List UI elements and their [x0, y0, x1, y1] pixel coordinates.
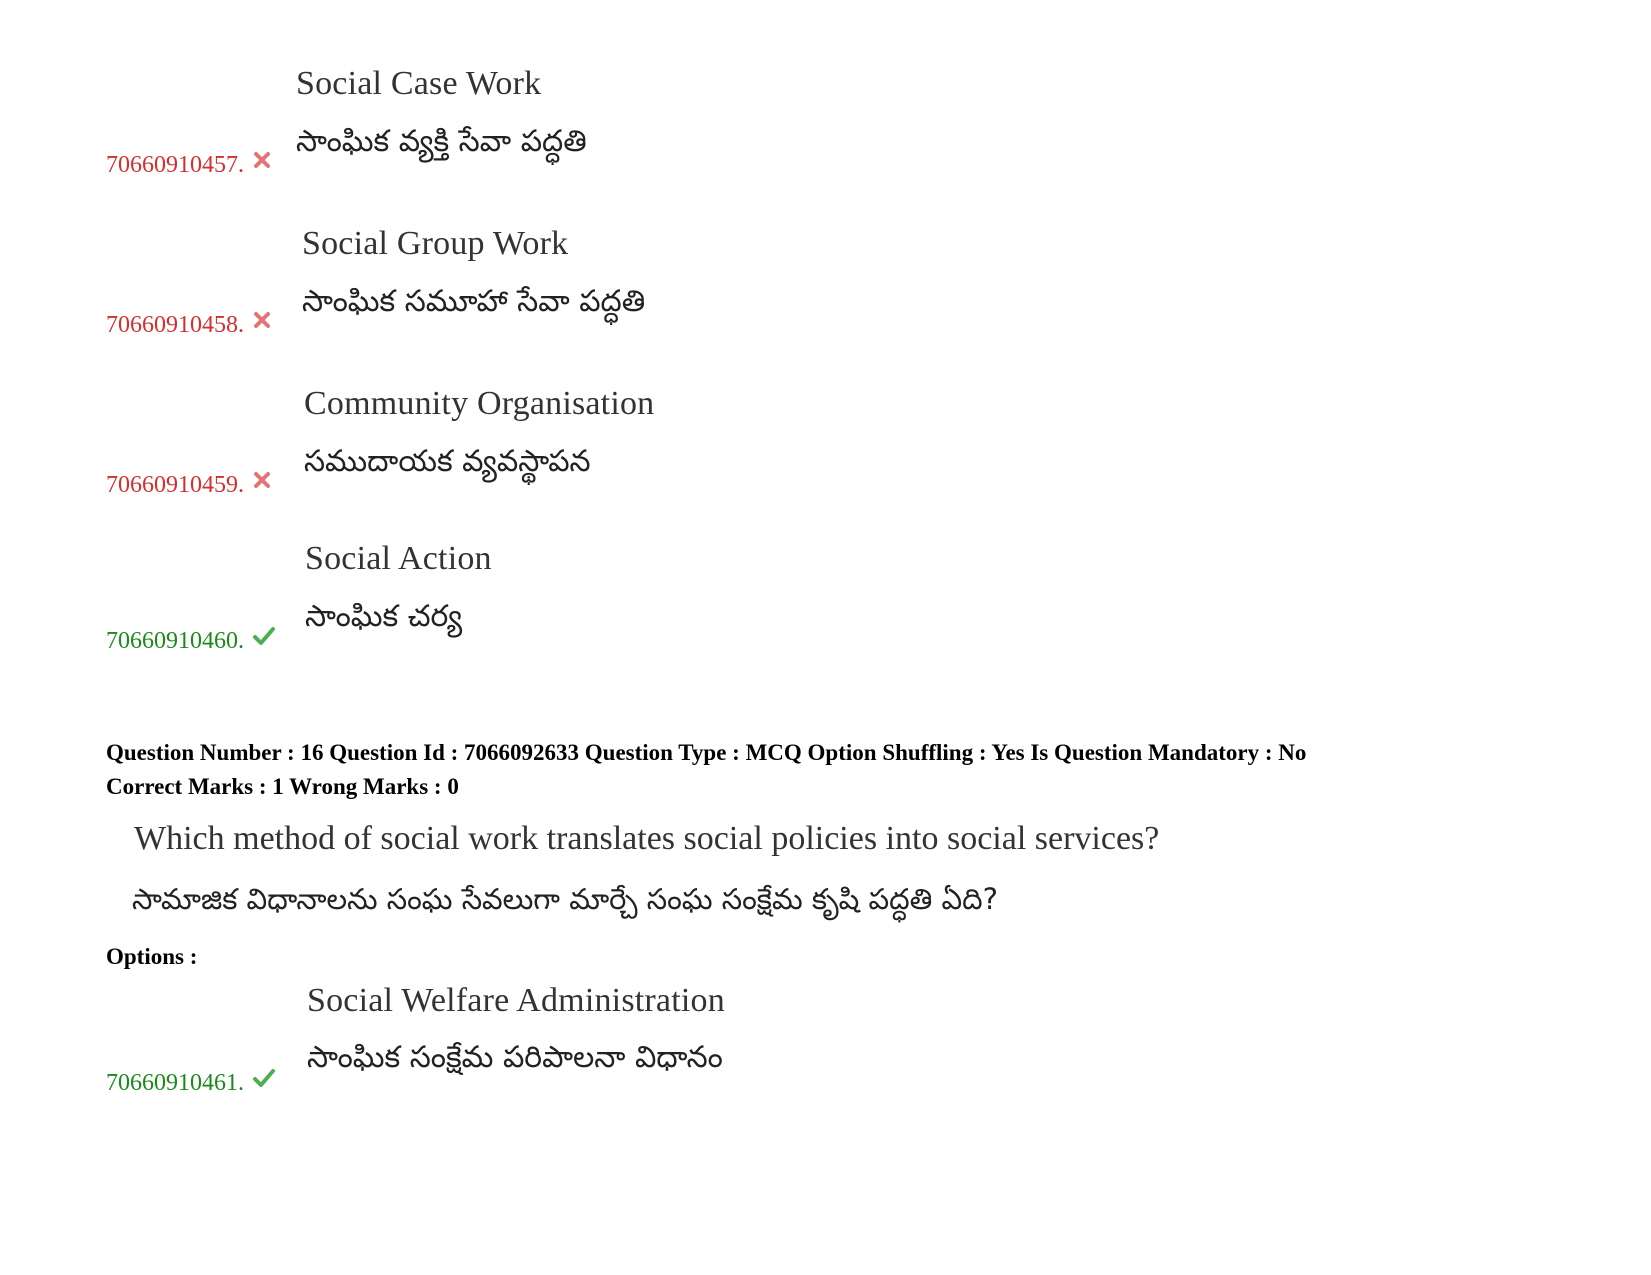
option-text-te: సాంఘిక సంక్షేమ పరిపాలనా విధానం: [307, 1040, 723, 1075]
option-id: [106, 472, 272, 499]
option-id-label: 70660910460.: [106, 628, 244, 654]
option-item: [106, 220, 1306, 350]
cross-icon: [252, 470, 272, 490]
option-id: [106, 628, 276, 655]
check-icon: [252, 626, 276, 646]
option-text-te: సాంఘిక సమూహా సేవా పద్ధతి: [302, 284, 646, 319]
question-text-te: సామాజిక విధానాలను సంఘ సేవలుగా మార్చే సంఘ సంక్షేమ కృషి పద్ధతి ఏది?: [132, 882, 998, 916]
option-id: [106, 1070, 276, 1097]
check-icon: [252, 1068, 276, 1088]
option-item: [106, 535, 1306, 665]
option-id: [106, 312, 272, 339]
option-text-te: సాంఘిక వ్యక్తి సేవా పద్ధతి: [296, 124, 587, 159]
option-id-label: 70660910458.: [106, 312, 244, 338]
question-text-en: Which method of social work translates social policies into social services?: [134, 820, 1160, 857]
option-text-en: Community Organisation: [304, 385, 655, 422]
option-id-label: 70660910457.: [106, 152, 244, 178]
option-id-label: 70660910459.: [106, 472, 244, 498]
option-item: [106, 978, 1306, 1108]
cross-icon: [252, 310, 272, 330]
option-text-en: Social Welfare Administration: [307, 982, 725, 1019]
option-text-te: సాంఘిక చర్య: [305, 599, 463, 634]
option-text-en: Social Case Work: [296, 65, 542, 102]
option-text-en: Social Group Work: [302, 225, 569, 262]
option-id-label: 70660910461.: [106, 1070, 244, 1096]
question-marks: Correct Marks : 1 Wrong Marks : 0: [106, 774, 459, 799]
option-text-en: Social Action: [305, 540, 492, 577]
cross-icon: [252, 150, 272, 170]
question-meta: Question Number : 16 Question Id : 7066092633 Question Type : MCQ Option Shuffling : Yes Is Question Mandatory : No: [106, 740, 1307, 765]
option-text-te: సముదాయక వ్యవస్థాపన: [304, 444, 591, 479]
options-label: Options :: [106, 944, 198, 969]
option-item: [106, 60, 1306, 190]
option-item: [106, 380, 1306, 510]
option-id: [106, 152, 272, 179]
